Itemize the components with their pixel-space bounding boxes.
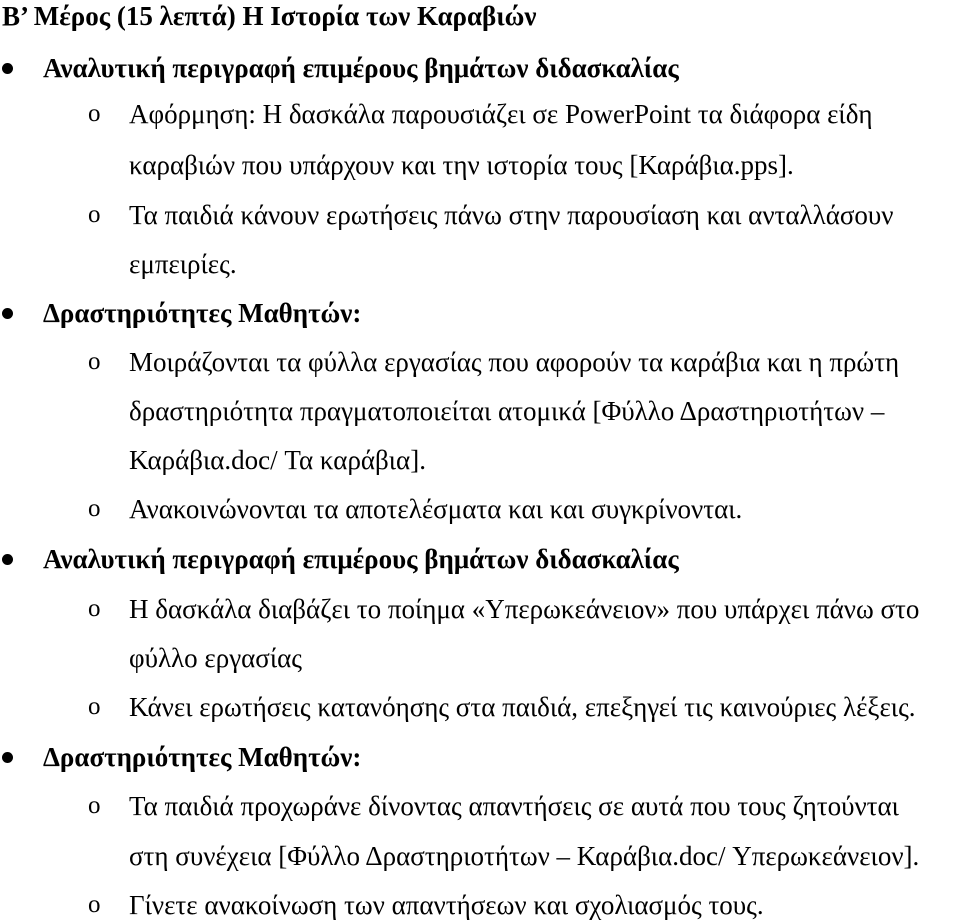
bullet-circle-icon: o (88, 495, 101, 522)
heading-text: Δραστηριότητες Μαθητών: (43, 742, 362, 772)
list-item-text: Τα παιδιά προχωράνε δίνοντας απαντήσεις σε αυτά που τους ζητούνται (129, 791, 899, 821)
bullet-circle-icon: o (88, 348, 101, 375)
heading-text: Δραστηριότητες Μαθητών: (43, 298, 362, 328)
list-item-text: Μοιράζονται τα φύλλα εργασίας που αφορούν τα καράβια και η πρώτη (129, 347, 900, 377)
list-item-text: Κάνει ερωτήσεις κατανόησης στα παιδιά, επεξηγεί τις καινούριες λέξεις. (129, 692, 916, 722)
list-item-continuation: φύλλο εργασίας (129, 643, 302, 673)
bullet-dot-icon (2, 63, 13, 74)
bullet-dot-icon (2, 554, 13, 565)
bullet-circle-icon: o (88, 201, 101, 228)
heading-text: Αναλυτική περιγραφή επιμέρους βημάτων διδασκαλίας (43, 544, 679, 574)
list-item-continuation: καραβιών που υπάρχουν και την ιστορία τους [Καράβια.pps]. (129, 150, 794, 180)
list-item-text: Ανακοινώνονται τα αποτελέσματα και και συγκρίνονται. (129, 494, 743, 524)
bullet-circle-icon: o (88, 693, 101, 720)
list-item-continuation: εμπειρίες. (129, 249, 237, 279)
list-item-text: Γίνετε ανακοίνωση των απαντήσεων και σχολιασμός τους. (129, 890, 764, 920)
bullet-circle-icon: o (88, 891, 101, 918)
bullet-circle-icon: o (88, 792, 101, 819)
section-title: Β’ Μέρος (15 λεπτά) Η Ιστορία των Καραβιών (2, 1, 537, 31)
heading-text: Αναλυτική περιγραφή επιμέρους βημάτων διδασκαλίας (43, 53, 679, 83)
list-item-text: Αφόρμηση: Η δασκάλα παρουσιάζει σε PowerPoint τα διάφορα είδη (129, 99, 873, 129)
list-item-text: Τα παιδιά κάνουν ερωτήσεις πάνω στην παρουσίαση και ανταλλάσουν (129, 200, 894, 230)
list-item-continuation: Καράβια.doc/ Τα καράβια]. (129, 445, 426, 475)
list-item-text: Η δασκάλα διαβάζει το ποίημα «Υπερωκεάνειον» που υπάρχει πάνω στο (129, 594, 920, 624)
bullet-dot-icon (2, 308, 13, 319)
bullet-dot-icon (2, 752, 13, 763)
bullet-circle-icon: o (88, 100, 101, 127)
bullet-circle-icon: o (88, 595, 101, 622)
list-item-continuation: δραστηριότητα πραγματοποιείται ατομικά [Φύλλο Δραστηριοτήτων – (129, 396, 885, 426)
list-item-continuation: στη συνέχεια [Φύλλο Δραστηριοτήτων – Καράβια.doc/ Υπερωκεάνειον]. (129, 841, 920, 871)
